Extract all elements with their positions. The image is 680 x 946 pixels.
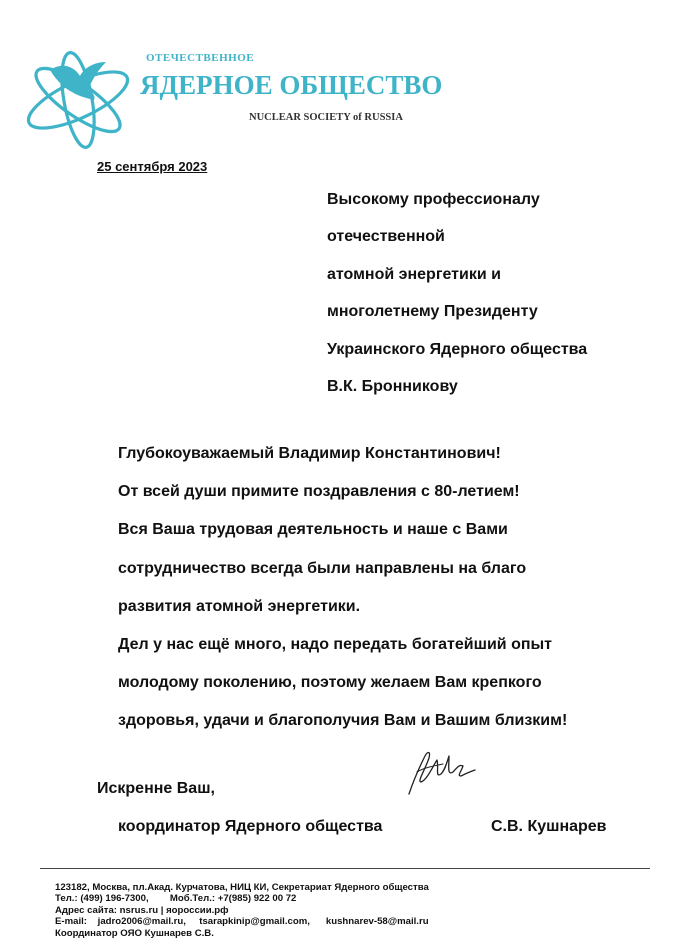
signer-role: координатор Ядерного общества <box>118 818 383 835</box>
footer-line: Координатор ОЯО Кушнарев С.В. <box>55 927 214 939</box>
addressee-line: Высокому профессионалу <box>327 191 540 208</box>
footer-line: 123182, Москва, пл.Акад. Курчатова, НИЦ КИ, Секретариат Ядерного общества <box>55 882 429 893</box>
addressee-line: многолетнему Президенту <box>327 303 538 321</box>
body-line: От всей души примите поздравления с 80-летием! <box>118 483 520 501</box>
addressee-line: атомной энергетики и <box>327 265 501 283</box>
footer-line: Тел.: (499) 196-7300, Моб.Тел.: +7(985) 922 00 72 <box>55 893 297 905</box>
dove-atom-logo-icon <box>22 40 142 150</box>
body-line: развития атомной энергетики. <box>118 597 361 615</box>
body-line: Глубокоуважаемый Владимир Константинович! <box>118 445 501 462</box>
body-line: здоровья, удачи и благополучия Вам и Вашим близким! <box>118 712 568 730</box>
addressee-block <box>327 188 587 412</box>
handwritten-signature <box>403 742 478 800</box>
letter-date: 25 сентября 2023 <box>97 159 208 174</box>
org-name-line2: ЯДЕРНОЕ ОБЩЕСТВО <box>140 70 443 100</box>
org-name-line1: ОТЕЧЕСТВЕННОЕ <box>146 52 255 64</box>
footer-divider <box>40 868 650 869</box>
footer-line: Адрес сайта: nsrus.ru | яороссии.рф <box>55 904 229 916</box>
letter-body <box>118 442 567 748</box>
body-line: молодому поколению, поэтому желаем Вам крепкого <box>118 674 542 692</box>
addressee-line: Украинского Ядерного общества <box>327 340 588 358</box>
footer-line: E-mail: jadro2006@mail.ru, tsarapkinip@gmail.com, kushnarev-58@mail.ru <box>55 916 429 928</box>
signer-name: С.В. Кушнарев <box>491 818 607 835</box>
org-name-english: NUCLEAR SOCIETY of RUSSIA <box>249 112 403 123</box>
addressee-line: отечественной <box>327 228 445 246</box>
closing-phrase: Искренне Ваш, <box>97 780 215 797</box>
addressee-line: В.К. Бронникову <box>327 377 458 395</box>
body-line: Дел у нас ещё много, надо передать богатейший опыт <box>118 635 553 653</box>
footer-contacts <box>55 882 429 939</box>
body-line: Вся Ваша трудовая деятельность и наше с Вами <box>118 521 508 539</box>
body-line: сотрудничество всегда были направлены на благо <box>118 559 527 577</box>
